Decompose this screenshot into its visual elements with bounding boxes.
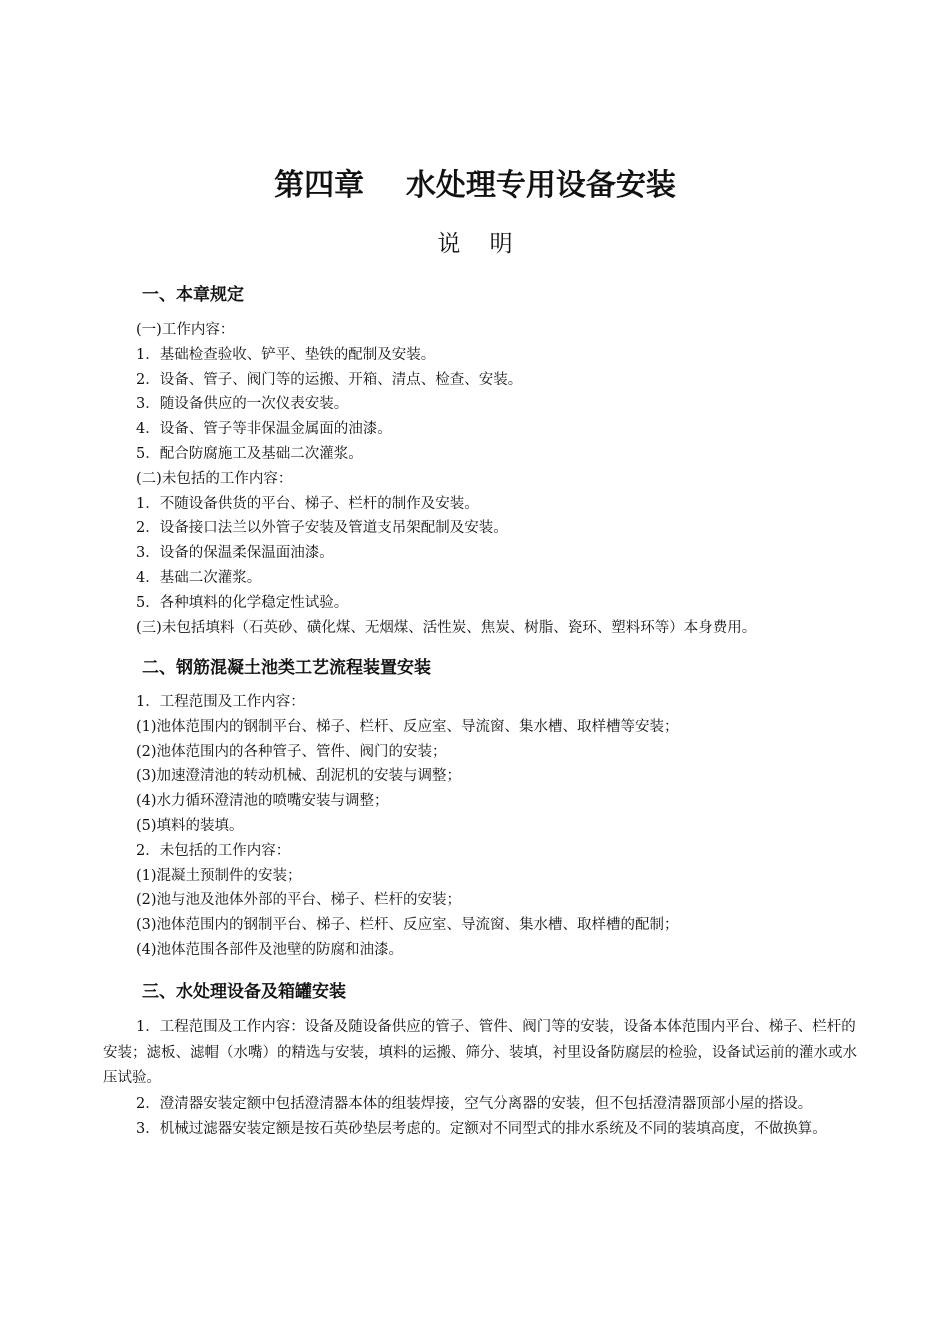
list-item: 1．工程范围及工作内容： [136, 694, 305, 710]
section-heading-2: 二、钢筋混凝土池类工艺流程装置安装 [142, 658, 431, 678]
paragraph: 1．工程范围及工作内容：设备及随设备供应的管子、管件、阀门等的安装，设备本体范围内平台、梯子、栏杆的安装；滤板、滤帽（水嘴）的精选与安装，填料的运搬、筛分、装填，衬里设备防腐层的检验，设备试运前的灌水或水压试验。 [103, 1019, 857, 1086]
list-item: (1)池体范围内的钢制平台、梯子、栏杆、反应室、导流窗、集水槽、取样槽等安装； [136, 718, 679, 735]
section-3-body [103, 1015, 863, 1143]
list-item: 4．设备、管子等非保温金属面的油漆。 [136, 421, 392, 438]
list-item: 4．基础二次灌浆。 [136, 569, 262, 586]
list-item: (3)池体范围内的钢制平台、梯子、栏杆、反应室、导流窗、集水槽、取样槽的配制； [136, 917, 679, 934]
list-item: 5．各种填料的化学稳定性试验。 [136, 594, 349, 611]
chapter-title: 第四章 水处理专用设备安装 [274, 168, 676, 203]
paragraph: 2．澄清器安装定额中包括澄清器本体的组装焊接，空气分离器的安装，但不包括澄清器顶部小屋的搭设。 [136, 1095, 813, 1112]
list-item: 3．设备的保温柔保温面油漆。 [136, 545, 334, 562]
list-item: 2．未包括的工作内容： [136, 842, 291, 859]
list-item: (4)池体范围各部件及池壁的防腐和油漆。 [136, 941, 404, 958]
section-1-list [136, 318, 756, 640]
list-item: (2)池体范围内的各种管子、管件、阀门的安装； [136, 743, 447, 760]
list-item: (3)加速澄清池的转动机械、刮泥机的安装与调整； [136, 768, 462, 785]
list-item: (二)未包括的工作内容： [136, 470, 293, 487]
list-item: 3．随设备供应的一次仪表安装。 [136, 396, 349, 413]
paragraph: 3．机械过滤器安装定额是按石英砂垫层考虑的。定额对不同型式的排水系统及不同的装填高度，不做换算。 [136, 1121, 827, 1137]
list-item: (2)池与池及池体外部的平台、梯子、栏杆的安装； [136, 892, 462, 909]
list-item: (三)未包括填料（石英砂、磺化煤、无烟煤、活性炭、焦炭、树脂、瓷环、塑料环等）本身费用。 [136, 619, 757, 636]
list-item: (4)水力循环澄清池的喷嘴安装与调整； [136, 793, 389, 810]
list-item: (5)填料的装填。 [136, 817, 244, 834]
section-heading-1: 一、本章规定 [142, 285, 244, 305]
section-subtitle: 说 明 [437, 231, 513, 257]
list-item: 1．不随设备供货的平台、梯子、栏杆的制作及安装。 [136, 495, 479, 512]
list-item: 2．设备、管子、阀门等的运搬、开箱、清点、检查、安装。 [136, 371, 523, 388]
list-item: 2．设备接口法兰以外管子安装及管道支吊架配制及安装。 [136, 520, 508, 537]
section-heading-3: 三、水处理设备及箱罐安装 [142, 982, 346, 1002]
list-item: 1．基础检查验收、铲平、垫铁的配制及安装。 [136, 346, 436, 363]
list-item: 5．配合防腐施工及基础二次灌浆。 [136, 445, 363, 462]
list-item: (1)混凝土预制件的安装； [136, 867, 302, 884]
section-2-list [136, 690, 679, 963]
list-item: (一)工作内容： [136, 322, 235, 338]
